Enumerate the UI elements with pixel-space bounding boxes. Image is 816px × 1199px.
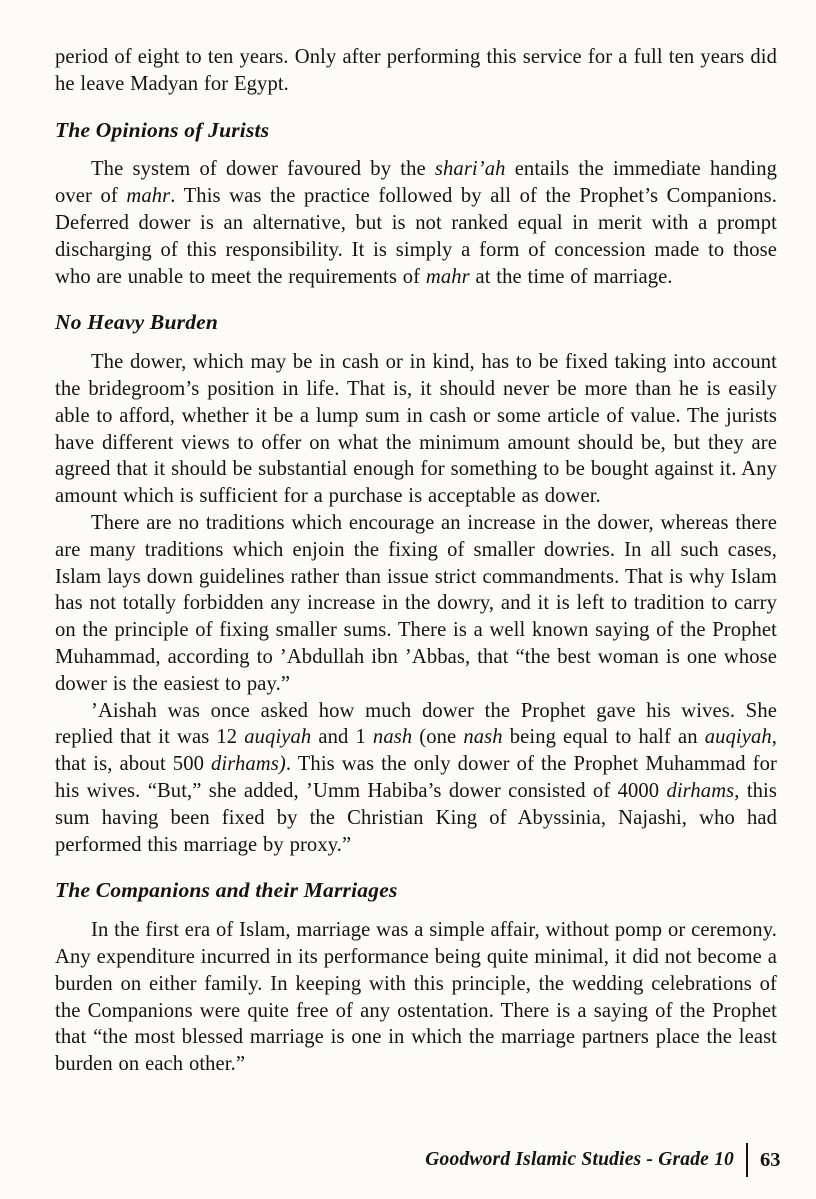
- section-heading: No Heavy Burden: [55, 310, 219, 335]
- footer-divider: [746, 1143, 748, 1177]
- section-heading: The Companions and their Marriages: [55, 878, 398, 903]
- page-body: [55, 44, 777, 1078]
- paragraph: There are no traditions which encourage an increase in the dower, whereas there are many traditions which enjoin the fixing of smaller dowries. In all such cases, Islam lays down guidelines rather than issue strict commandments. That is why Islam has not totally forbidden any increase in the dowry, and it is left to tradition to carry on the principle of fixing smaller sums. There is a well known saying of the Prophet Muhammad, according to ’Abdullah ibn ’Abbas, that “the best woman is one whose dower is the easiest to pay.”: [55, 511, 777, 695]
- paragraph: In the first era of Islam, marriage was a simple affair, without pomp or ceremony. Any expenditure incurred in its performance being quite minimal, it did not become a burden on either family. In keeping with this principle, the wedding celebrations of the Companions were quite free of any ostentation. There is a saying of the Prophet that “the most blessed marriage is one in which the marriage partners place the least burden on each other.”: [55, 919, 777, 1076]
- paragraph: ’Aishah was once asked how much dower the Prophet gave his wives. She replied that it was 12 auqiyah and 1 nash (one nash being equal to half an auqiyah, that is, about 500 dirhams). This was the only dower of the Prophet Muhammad for his wives. “But,” she added, ’Umm Habiba’s dower consisted of 4000 dirhams, this sum having been fixed by the Christian King of Abyssinia, Najashi, who had performed this marriage by proxy.”: [55, 699, 777, 856]
- paragraph: The system of dower favoured by the shari’ah entails the immediate handing over of mahr. This was the practice followed by all of the Prophet’s Companions. Deferred dower is an alternative, but is not ranked equal in merit with a prompt discharging of this responsibility. It is simply a form of concession made to those who are unable to meet the requirements of mahr at the time of marriage.: [55, 158, 777, 288]
- section-heading: The Opinions of Jurists: [55, 117, 270, 142]
- footer-page-number: 63: [760, 1148, 781, 1171]
- footer-book-title: Goodword Islamic Studies - Grade 10: [425, 1149, 734, 1170]
- paragraph: The dower, which may be in cash or in kind, has to be fixed taking into account the bridegroom’s position in life. That is, it should never be more than he is easily able to afford, whether it be a lump sum in cash or some article of value. The jurists have different views to offer on what the minimum amount should be, but they are agreed that it should be substantial enough for something to be bought against it. Any amount which is sufficient for a purchase is acceptable as dower.: [55, 351, 777, 508]
- page-footer: [425, 1143, 788, 1177]
- paragraph: period of eight to ten years. Only after performing this service for a full ten years did he leave Madyan for Egypt.: [55, 46, 777, 95]
